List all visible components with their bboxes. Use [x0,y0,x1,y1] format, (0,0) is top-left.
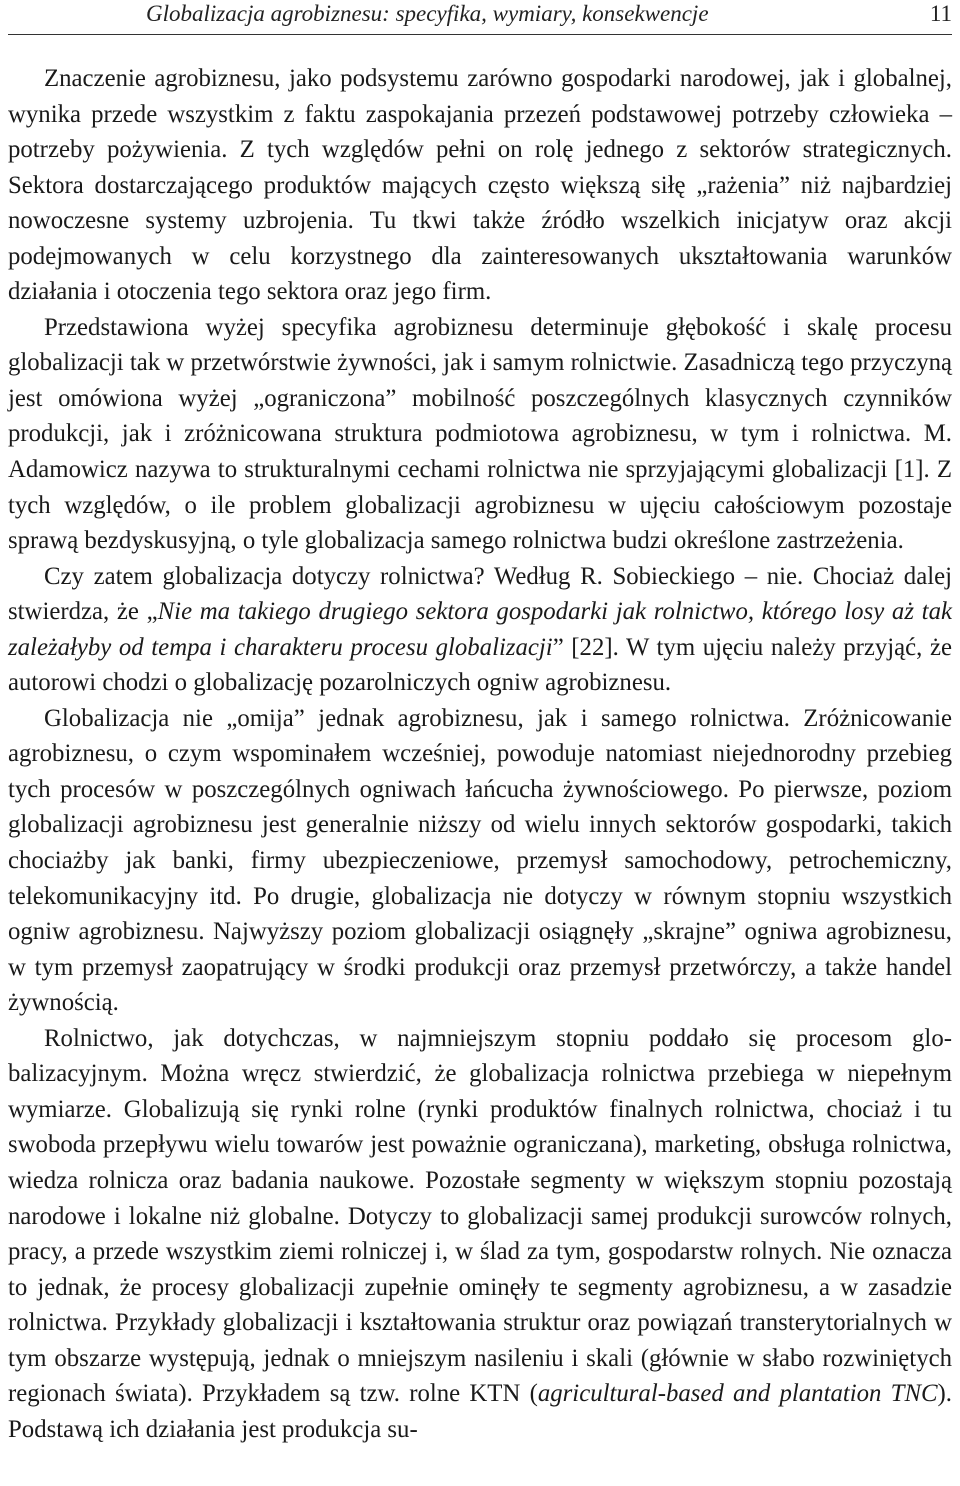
paragraph [8,1021,952,1448]
paragraph-text: Znaczenie agrobiznesu, jako podsystemu zarówno gospodarki narodowej, jak i globalnej, wynika przede wszystkim z faktu zaspokajania przezeń podstawowej potrzeby człowieka – potrzeby pożywienia. Z tych względów pełni on rolę jednego z sektorów strategicznych. Sektora dostarczającego produktów mających często większą siłę „rażenia” niż najbardziej nowoczesne systemy uzbrojenia. Tu tkwi także źródło wszelkich inicjatyw oraz akcji podejmowanych w celu korzystnego dla zainteresowanych ukształtowania warunków działania i otoczenia tego sektora oraz jego firm. [8,65,952,306]
running-title: Globalizacja agrobiznesu: specyfika, wymiary, konsekwencje [146,1,709,26]
paragraph-text: Rolnictwo, jak dotychczas, w najmniejszym stopniu poddało się procesom globalizacyjnym. Można wręcz stwierdzić, że globalizacja rolnictwa przebiega w niepełnym wymiarze. Globalizują się rynki rolne (rynki produktów finalnych rolnictwa, chociaż i tu swoboda przepływu wielu towarów jest poważnie ograniczana), marketing, obsługa rolnictwa, wiedza rolnicza oraz badania naukowe. Pozostałe segmenty w większym stopniu pozostają narodowe i lokalne niż globalne. Dotyczy to globalizacji samej produkcji surowców rolnych, pracy, a przede wszystkim ziemi rolniczej i, w ślad za tym, gospodarstw rolnych. Nie oznacza to jednak, że procesy globalizacji zupełnie ominęły te segmenty agrobiznesu, a w zasadzie rolnictwa. Przykłady globalizacji i kształtowania struktur oraz powiązań transterytorialnych w tym obszarze występują, jednak o mniejszym nasileniu i skali (głównie w słabo rozwiniętych regionach świata). Przykładem są tzw. rolne KTN ( [8,1024,952,1408]
paragraph-text: Przedstawiona wyżej specyfika agrobiznesu determinuje głębokość i skalę procesu globalizacji tak w przetwórstwie żywności, jak i samym rolnictwie. Zasadniczą tego przyczyną jest omówiona wyżej „ograniczona” mobilność poszczególnych klasycznych czynników produkcji, jak i zróżnicowana struktura podmiotowa agrobiznesu, w tym i rolnictwa. M. Adamowicz nazywa to strukturalnymi cechami rolnictwa nie sprzyjającymi globalizacji [1]. Z tych względów, o ile problem globalizacji agrobiznesu w ujęciu całościowym pozostaje sprawą bezdyskusyjną, o tyle globalizacja samego rolnictwa budzi określone zastrzeżenia. [8,313,953,555]
page-number: 11 [929,1,952,26]
italic-quote-text: agricultural-based and plantation TNC [537,1380,938,1408]
paragraph [8,559,952,701]
italic-quote-text: Nie ma takiego drugiego sektora gospodarki jak rolnictwo, którego losy aż tak zależałyby od tempa i charakteru procesu globalizacji [8,598,952,661]
running-header [8,0,952,35]
paragraph [8,701,952,1021]
body-text [8,61,952,1447]
paragraph-text: Czy zatem globalizacja dotyczy rolnictwa? Według R. Sobieckiego – nie. Chociaż dalej stwierdza, że „ [8,562,952,626]
paragraph [8,61,952,310]
paragraph-text: ). Podstawą ich działania jest produkcja su- [8,1380,953,1443]
paragraph-text: Globalizacja nie „omija” jednak agrobiznesu, jak i samego rolnictwa. Zróżnicowanie agrobiznesu, o czym wspominałem wcześniej, powoduje natomiast niejednorodny przebieg tych procesów w poszczególnych ogniwach łańcucha żywnościowego. Po pierwsze, poziom globalizacji agrobiznesu jest generalnie niższy od wielu innych sektorów gospodarki, takich chociażby jak banki, firmy ubezpieczeniowe, przemysł samochodowy, petrochemiczny, telekomunikacyjny itd. Po drugie, globalizacja nie dotyczy w równym stopniu wszystkich ogniw agrobiznesu. Najwyższy poziom globalizacji osiągnęły „skrajne” ogniwa agrobiznesu, w tym przemysł zaopatrujący w środki produkcji oraz przemysł przetwórczy, a także handel żywnością. [8,704,952,1017]
paragraph [8,310,952,559]
paragraph-text: ” [22]. W tym ujęciu należy przyjąć, że autorowi chodzi o globalizację pozarolniczych ogniw agrobiznesu. [8,633,952,697]
